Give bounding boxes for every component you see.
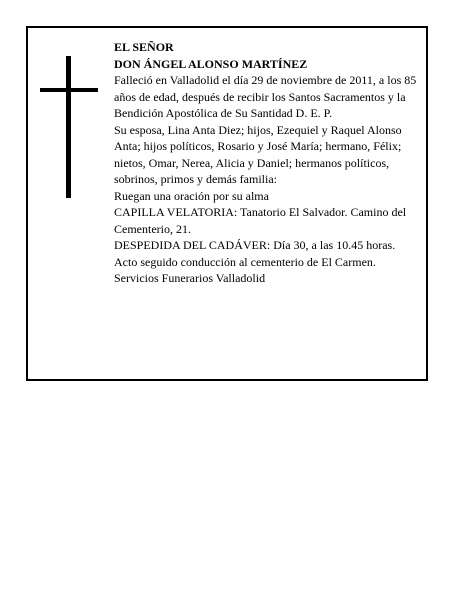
funeral-services: Servicios Funerarios Valladolid: [114, 271, 266, 285]
cross-horizontal-bar: [40, 88, 98, 92]
prayer-request: Ruegan una oración por su alma: [114, 188, 269, 203]
death-info: Falleció en Valladolid el día 29 de noviembre de 2011, a los 85 años de edad, después de recibir los Santos Sacramentos y la Bendición Apostólica de Su Santidad D. E. P.: [114, 73, 417, 120]
family-list: Su esposa, Lina Anta Diez; hijos, Ezequiel y Raquel Alonso Anta; hijos políticos, Rosario y José María; hermano, Félix; nietos, Omar, Nerea, Alicia y Daniel; hermanos políticos, sobrinos, primos y demás familia:: [114, 122, 402, 186]
cross-icon: [40, 56, 98, 198]
title-line-1: EL SEÑOR: [114, 40, 174, 54]
chapel-info: CAPILLA VELATORIA: Tanatorio El Salvador. Camino del Cementerio, 21.: [114, 205, 407, 236]
cross-vertical-bar: [66, 56, 71, 198]
obituary-text: [114, 39, 419, 287]
farewell-info: DESPEDIDA DEL CADÁVER: Día 30, a las 10.45 horas. Acto seguido conducción al cementerio de El Carmen.: [114, 238, 396, 269]
obituary-notice: [26, 26, 428, 381]
deceased-name: DON ÁNGEL ALONSO MARTÍNEZ: [114, 56, 308, 71]
